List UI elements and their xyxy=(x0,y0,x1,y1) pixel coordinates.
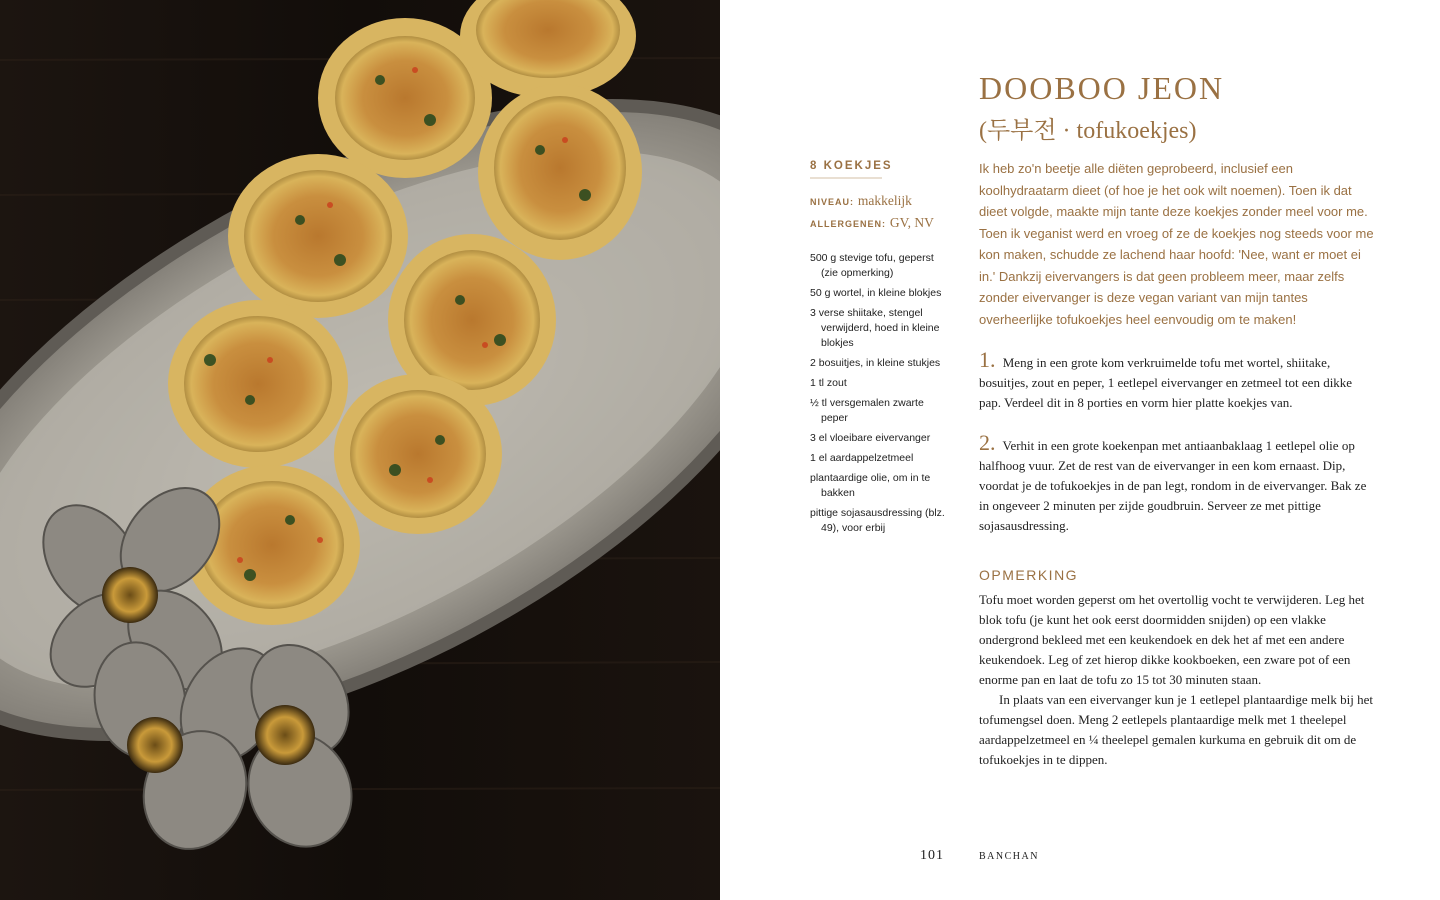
step-text: Meng in een grote kom verkruimelde tofu met wortel, shiitake, bosuitjes, zout en peper, 1 eetlepel eivervanger en zetmeel tot een dikke pap. Verdeel dit in 8 porties en vorm hier platte koekjes van. xyxy=(979,355,1353,410)
recipe-step xyxy=(979,347,1375,413)
allergens-value: GV, NV xyxy=(889,215,934,230)
note-body xyxy=(979,590,1375,770)
ingredient-item: pittige sojasausdressing (blz. 49), voor erbij xyxy=(810,507,945,534)
recipe-meta xyxy=(810,191,950,235)
allergens-label: ALLERGENEN: xyxy=(810,219,886,229)
recipe-intro: Ik heb zo'n beetje alle diëten geprobeerd, inclusief een koolhydraatarm dieet (of hoe je het ook wilt noemen). Toen ik dat dieet volgde, maakte mijn tante deze koekjes zonder meel voor me. Toen ik veganist werd en vroeg of ze de koekjes nog steeds voor me kon maken, schudde ze lachend haar hoofd: 'Nee, want er moet ei in.' Dankzij eivervangers is dat geen probleem meer, maar zelfs zonder eivervanger is deze vegan variant van mijn tantes overheerlijke tofukoekjes heel eenvoudig om te maken! xyxy=(979,161,1374,327)
ingredient-item: 1 tl zout xyxy=(810,377,847,389)
note-paragraph: Tofu moet worden geperst om het overtollig vocht te verwijderen. Leg het blok tofu (je kunt het ook eerst doormidden snijden) op een vlakke ondergrond bekleed met een keukendoek en dek het af met een andere keukendoek. Leg of zet hierop dikke kookboeken, een zware pot of een enorme pan en laat de tofu zo 15 tot 30 minuten staan. xyxy=(979,592,1365,687)
step-number: 2. xyxy=(979,430,996,455)
ingredient-item: 3 el vloeibare eivervanger xyxy=(810,432,931,444)
ingredient-item: 500 g stevige tofu, geperst (zie opmerking) xyxy=(810,252,934,279)
recipe-steps xyxy=(979,347,1375,556)
section-name: BANCHAN xyxy=(979,851,1039,862)
recipe-subtitle: (두부전 · tofukoekjes) xyxy=(979,118,1197,144)
note-paragraph: In plaats van een eivervanger kun je 1 eetlepel plantaardige melk bij het tofumengsel doen. Meng 2 eetlepels plantaardige melk met 1 theelepel aardappelzetmeel en ¼ theelepel gemalen kurkuma en gebruik dit om de tofukoekjes in te dippen. xyxy=(979,692,1373,767)
recipe-page xyxy=(720,0,1440,900)
ingredient-item: plantaardige olie, om in te bakken xyxy=(810,472,931,499)
ingredient-item: 50 g wortel, in kleine blokjes xyxy=(810,287,942,299)
step-number: 1. xyxy=(979,347,996,372)
ingredient-item: 3 verse shiitake, stengel verwijderd, hoed in kleine blokjes xyxy=(810,307,940,349)
step-text: Verhit in een grote koekenpan met antiaanbaklaag 1 eetlepel olie op halfhoog vuur. Zet de rest van de eivervanger in een kom ernaast. Dip, voordat je de tofukoekjes in de pan legt, rondom in de eivervanger. Bak ze in ongeveer 2 minuten per zijde goudbruin. Serveer ze met pittige sojasausdressing. xyxy=(979,438,1367,533)
ingredient-item: ½ tl versgemalen zwarte peper xyxy=(810,397,924,424)
ingredient-item: 1 el aardappelzetmeel xyxy=(810,452,914,464)
note-heading: OPMERKING xyxy=(979,567,1079,583)
level-value: makkelijk xyxy=(857,193,912,208)
level-label: NIVEAU: xyxy=(810,197,855,207)
ingredient-item: 2 bosuitjes, in kleine stukjes xyxy=(810,357,941,369)
recipe-title: DOOBOO JEON xyxy=(979,70,1225,106)
ingredient-list xyxy=(810,251,950,536)
level-row xyxy=(810,191,950,213)
recipe-sidebar xyxy=(810,160,950,541)
allergens-row xyxy=(810,213,950,235)
recipe-step xyxy=(979,430,1375,536)
recipe-yield: 8 KOEKJES xyxy=(810,160,882,179)
page-number: 101 xyxy=(920,848,944,863)
